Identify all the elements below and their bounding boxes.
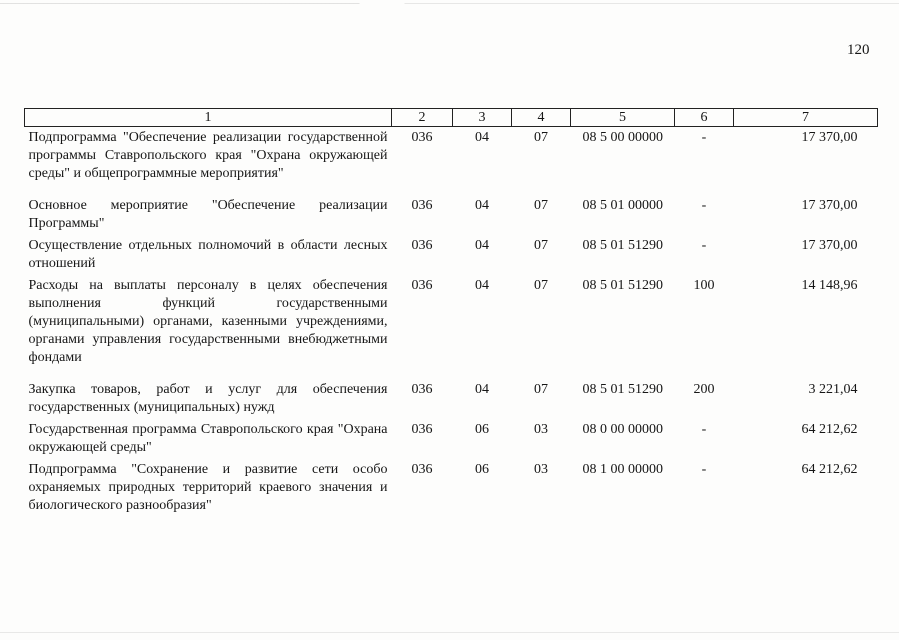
row-amount: 17 370,00 (801, 198, 858, 213)
row-subsection: 07 (534, 238, 548, 253)
row-section: 04 (475, 382, 489, 397)
row-subsection: 03 (534, 462, 548, 477)
row-name: Основное мероприятие "Обеспечение реализации Программы" (28, 198, 388, 231)
table-row (25, 419, 878, 459)
table-row (25, 275, 878, 379)
table-row (25, 459, 878, 517)
row-subsection: 07 (534, 278, 548, 293)
row-section: 06 (475, 462, 489, 477)
scan-edge-top (0, 3, 899, 4)
table-row (25, 235, 878, 275)
row-subsection: 07 (534, 198, 548, 213)
row-amount: 14 148,96 (801, 278, 858, 293)
table-row (25, 379, 878, 419)
row-expense-type: 200 (693, 382, 715, 397)
row-ministry-code: 036 (411, 382, 433, 397)
row-expense-type: - (701, 130, 707, 145)
row-name: Закупка товаров, работ и услуг для обеспечения государственных (муниципальных) нужд (28, 382, 388, 415)
row-target-article: 08 5 01 00000 (582, 198, 663, 213)
row-ministry-code: 036 (411, 198, 433, 213)
row-section: 04 (475, 238, 489, 253)
row-target-article: 08 5 01 51290 (582, 278, 663, 293)
row-ministry-code: 036 (411, 422, 433, 437)
row-expense-type: - (701, 238, 707, 253)
row-name: Подпрограмма "Сохранение и развитие сети особо охраняемых природных территорий краевого значения и биологического разнообразия" (28, 462, 388, 513)
page-number: 120 (847, 42, 870, 58)
row-amount: 64 212,62 (801, 422, 858, 437)
header-col-3: 3 (453, 109, 512, 127)
row-ministry-code: 036 (411, 462, 433, 477)
row-ministry-code: 036 (411, 130, 433, 145)
row-expense-type: - (701, 462, 707, 477)
row-amount: 17 370,00 (801, 130, 858, 145)
row-expense-type: - (701, 198, 707, 213)
header-col-4: 4 (512, 109, 571, 127)
row-section: 04 (475, 130, 489, 145)
row-name: Расходы на выплаты персоналу в целях обеспечения выполнения функций государственными (муниципальными) органами, казенными учреждениями, органами управления государственными внебюджетными фондами (28, 278, 388, 365)
table-row (25, 195, 878, 235)
row-name: Государственная программа Ставропольского края "Охрана окружающей среды" (28, 422, 388, 455)
row-name: Подпрограмма "Обеспечение реализации государственной программы Ставропольского края "Охрана окружающей среды" и общепрограммные мероприятия" (28, 130, 388, 181)
budget-table (24, 108, 878, 517)
row-amount: 3 221,04 (808, 382, 858, 397)
row-target-article: 08 1 00 00000 (582, 462, 663, 477)
table-row (25, 127, 878, 196)
row-ministry-code: 036 (411, 278, 433, 293)
row-subsection: 03 (534, 422, 548, 437)
scan-edge-bottom (0, 632, 899, 633)
row-target-article: 08 5 01 51290 (582, 238, 663, 253)
header-col-2: 2 (392, 109, 453, 127)
header-col-1: 1 (25, 109, 392, 127)
header-col-5: 5 (571, 109, 675, 127)
row-ministry-code: 036 (411, 238, 433, 253)
row-expense-type: - (701, 422, 707, 437)
row-expense-type: 100 (693, 278, 715, 293)
row-subsection: 07 (534, 382, 548, 397)
row-target-article: 08 5 01 51290 (582, 382, 663, 397)
row-amount: 64 212,62 (801, 462, 858, 477)
row-section: 04 (475, 278, 489, 293)
row-section: 04 (475, 198, 489, 213)
row-target-article: 08 5 00 00000 (582, 130, 663, 145)
row-section: 06 (475, 422, 489, 437)
row-name: Осуществление отдельных полномочий в области лесных отношений (28, 238, 388, 271)
row-amount: 17 370,00 (801, 238, 858, 253)
row-target-article: 08 0 00 00000 (582, 422, 663, 437)
row-subsection: 07 (534, 130, 548, 145)
header-col-7: 7 (734, 109, 878, 127)
header-col-6: 6 (675, 109, 734, 127)
table-header-row (25, 109, 878, 127)
